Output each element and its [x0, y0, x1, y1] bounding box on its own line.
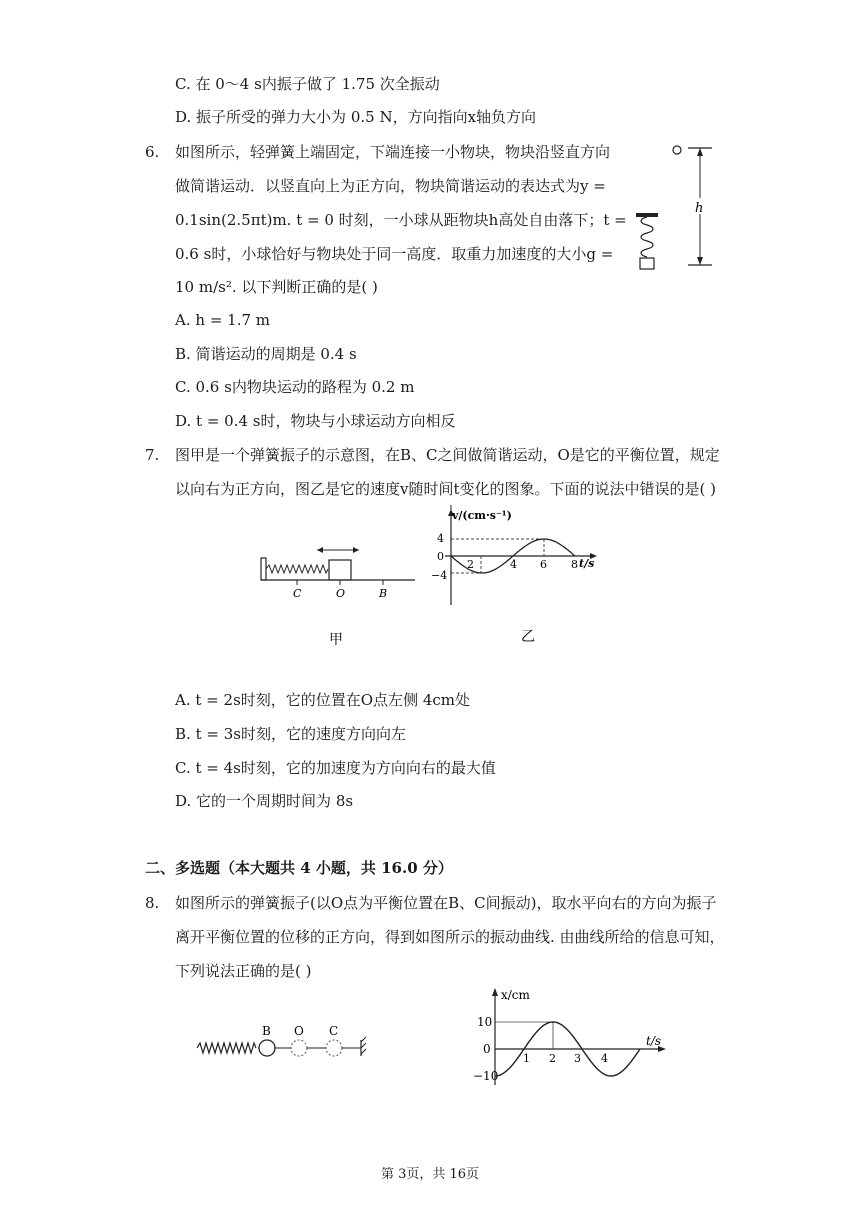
figure-caption: 甲 — [329, 632, 343, 648]
option-text: 振子所受的弹力大小为 0.5 N，方向指向x轴负方向 — [196, 108, 537, 126]
point-label-b: B — [262, 1024, 271, 1038]
question-8-line: 如图所示的弹簧振子(以O点为平衡位置在B、C间振动)，取水平向右的方向为振子 — [175, 894, 717, 912]
question-7-line: 以向右为正方向，图乙是它的速度v随时间t变化的图象。下面的说法中错误的是( ) — [175, 480, 716, 498]
question-6-line: 0.6 s时，小球恰好与物块处于同一高度．取重力加速度的大小g = — [175, 245, 614, 263]
height-label: h — [695, 201, 704, 216]
ball-icon — [673, 146, 681, 154]
option-d-prev — [175, 107, 536, 127]
question-8-line: 离开平衡位置的位移的正方向，得到如图所示的振动曲线. 由曲线所给的信息可知， — [175, 928, 725, 946]
y-tick-label: 10 — [477, 1015, 493, 1029]
y-tick-label: 0 — [437, 550, 444, 563]
y-tick-label: 0 — [483, 1042, 491, 1056]
q7-option-a: A. t = 2s时刻，它的位置在O点左侧 4cm处 — [175, 691, 470, 709]
q6-option-a: A. h = 1.7 m — [175, 311, 271, 329]
block-icon — [640, 258, 654, 269]
point-label-c: C — [329, 1024, 339, 1038]
x-tick-label: 1 — [523, 1052, 530, 1065]
ball-icon — [259, 1040, 275, 1056]
figure-caption: 乙 — [521, 629, 535, 645]
q7-option-b: B. t = 3s时刻，它的速度方向向左 — [175, 725, 406, 743]
point-label-o: O — [336, 587, 346, 600]
spring-icon — [266, 565, 328, 573]
ball-icon — [291, 1040, 307, 1056]
question-6-line: 10 m/s². 以下判断正确的是( ) — [175, 278, 378, 296]
question-6-number: 6. — [145, 143, 160, 161]
x-axis-label: t/s — [646, 1034, 662, 1048]
x-tick-label: 8 — [571, 558, 578, 571]
x-tick-label: 2 — [467, 558, 474, 571]
point-label-o: O — [294, 1024, 304, 1038]
point-label-b: B — [379, 587, 388, 600]
option-label: D. — [175, 108, 192, 126]
spring-icon — [641, 217, 653, 257]
y-tick-label: 4 — [437, 532, 444, 545]
x-tick-label: 4 — [510, 558, 517, 571]
y-axis-label: x/cm — [501, 988, 530, 1002]
y-tick-label: −10 — [473, 1069, 499, 1083]
question-8-number: 8. — [145, 894, 160, 912]
question-8-line: 下列说法正确的是( ) — [175, 962, 312, 980]
x-tick-label: 6 — [540, 558, 547, 571]
page-footer: 第 3页，共 16页 — [380, 1167, 480, 1182]
question-7-number: 7. — [145, 446, 160, 464]
section-heading: 二、多选题（本大题共 4 小题，共 16.0 分） — [145, 859, 453, 877]
question-6-line: 如图所示，轻弹簧上端固定，下端连接一小物块，物块沿竖直方向 — [175, 143, 611, 161]
x-tick-label: 3 — [574, 1052, 581, 1065]
option-text: 在 0～4 s内振子做了 1.75 次全振动 — [195, 75, 440, 93]
point-label-c: C — [293, 587, 302, 600]
q6-option-c: C. 0.6 s内物块运动的路程为 0.2 m — [175, 378, 415, 396]
block-icon — [329, 560, 351, 580]
y-tick-label: −4 — [431, 569, 448, 582]
question-6-line: 做简谐运动．以竖直向上为正方向，物块简谐运动的表达式为y = — [175, 177, 606, 195]
question-6-line: 0.1sin(2.5πt)m. t = 0 时刻，一小球从距物块h高处自由落下；t = — [175, 211, 627, 229]
option-label: C. — [175, 75, 191, 93]
q6-option-b: B. 简谐运动的周期是 0.4 s — [175, 345, 357, 363]
question-7-line: 图甲是一个弹簧振子的示意图，在B、C之间做简谐运动，O是它的平衡位置，规定 — [175, 446, 720, 464]
q7-option-c: C. t = 4s时刻，它的加速度为方向向右的最大值 — [175, 759, 496, 777]
q7-option-d: D. 它的一个周期时间为 8s — [175, 792, 354, 810]
question-7-velocity-graph — [415, 505, 615, 655]
y-axis-label: v/(cm·s⁻¹) — [452, 509, 512, 522]
question-7-spring-figure — [255, 540, 425, 650]
q6-option-d: D. t = 0.4 s时，物块与小球运动方向相反 — [175, 412, 456, 430]
spring-icon — [197, 1043, 256, 1053]
option-c-prev — [175, 74, 440, 94]
question-8-spring-figure — [195, 1020, 375, 1065]
question-8-displacement-graph — [455, 985, 670, 1090]
question-6-figure — [630, 140, 720, 280]
x-tick-label: 2 — [549, 1052, 556, 1065]
ball-icon — [326, 1040, 342, 1056]
x-tick-label: 4 — [601, 1052, 608, 1065]
x-axis-label: t/s — [579, 557, 595, 570]
